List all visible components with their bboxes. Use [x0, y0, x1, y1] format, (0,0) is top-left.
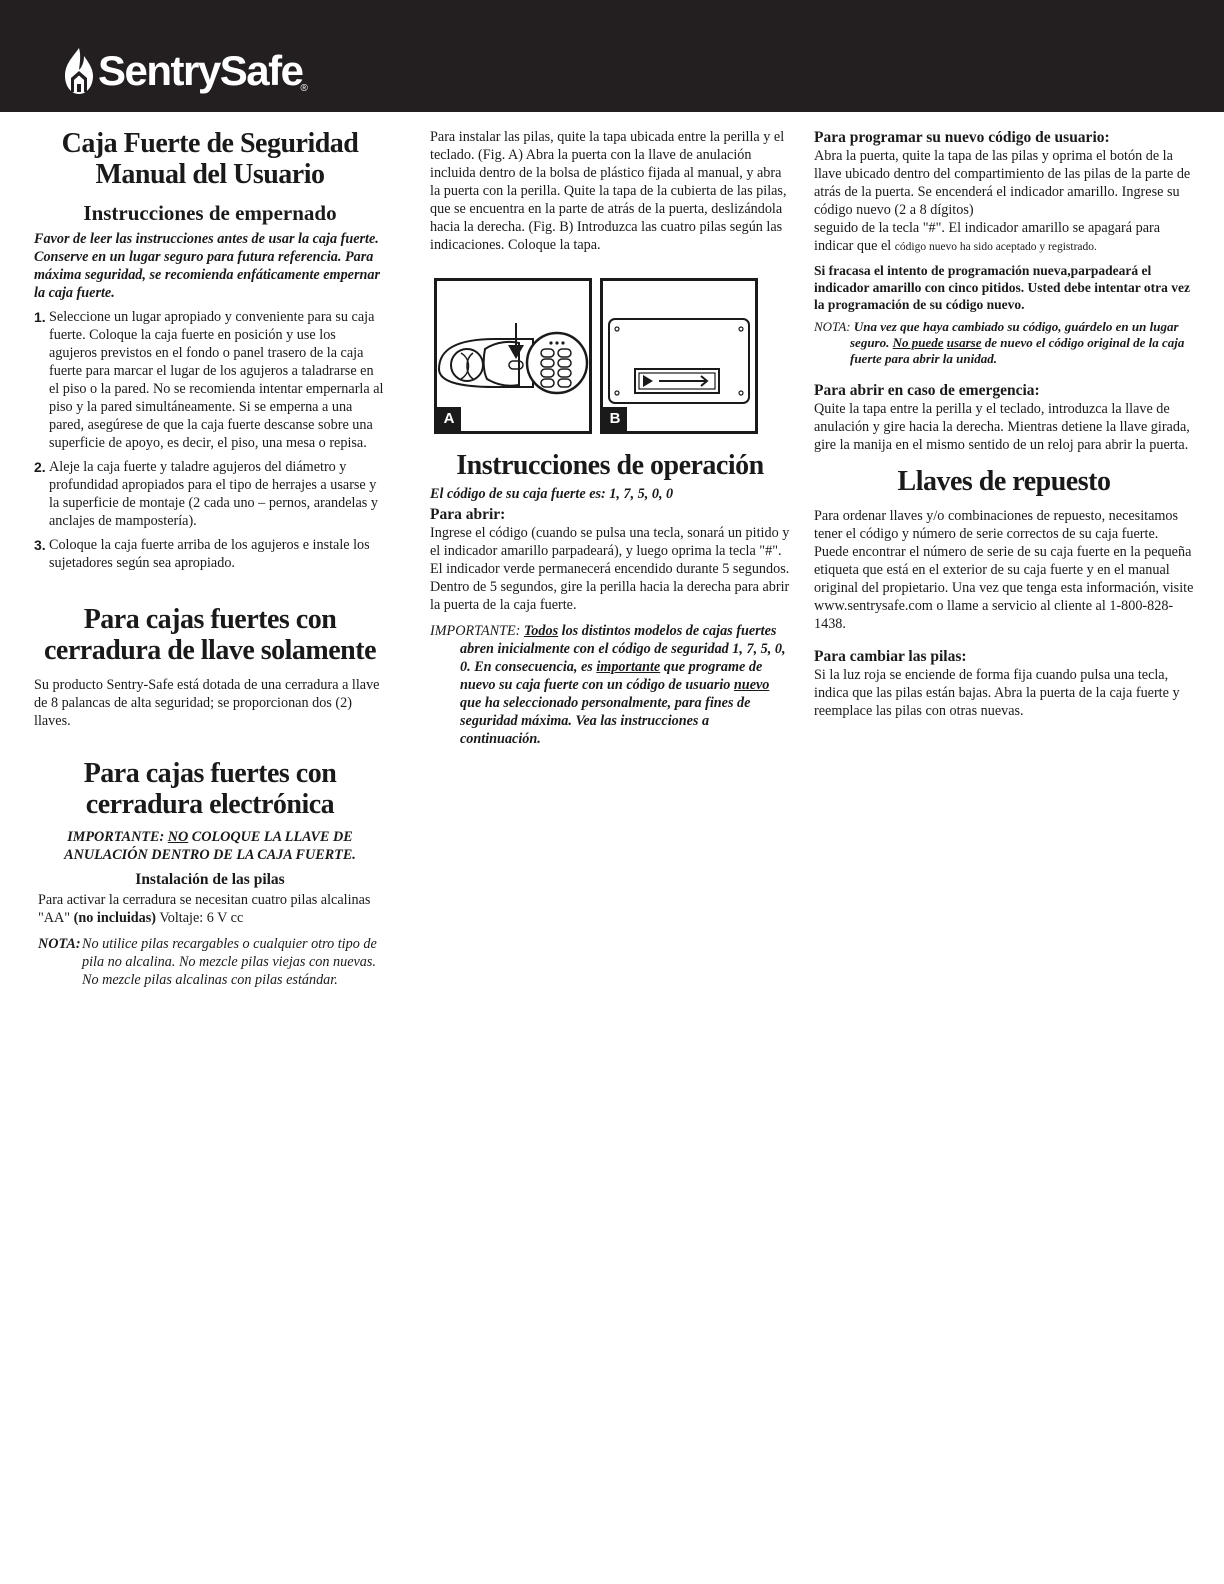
program-fail-text: Si fracasa el intento de programación nueva,parpadeará el indicador amarillo con cinco pitidos. Usted debe intentar otra vez la programación de su código nuevo. [814, 263, 1190, 312]
program-text-2: seguido de la tecla "#". El indicador amarillo se apagará para indicar que el código nuevo ha sido aceptado y registrado. [814, 220, 1161, 254]
key-lock-text: Su producto Sentry-Safe está dotada de una cerradura a llave de 8 palancas de alta seguridad; se proporcionan dos (2) llaves. [34, 677, 380, 729]
manual-title-line1: Caja Fuerte de Seguridad [61, 128, 359, 159]
safe-code-line: El código de su caja fuerte es: 1, 7, 5, 0, 0 [430, 486, 674, 502]
list-item: 3. Coloque la caja fuerte arriba de los agujeros e instale los sujetadores según sea apropiado. [34, 537, 370, 571]
list-item: 2. Aleje la caja fuerte y taladre agujeros del diámetro y profundidad apropiados para el tipo de herrajes a usarse y la superficie de montaje (2 cada uno – pernos, arandelas y anclajes de mampostería). [34, 459, 378, 529]
column-right [814, 128, 1194, 720]
emergency-text: Quite la tapa entre la perilla y el teclado, introduzca la llave de anulación y gire hacia la derecha. Mientras detiene la llave girada, gire la manija en el mismo sentido de un reloj para abrir la puerta. [814, 401, 1190, 453]
manual-title-line2: Manual del Usuario [95, 159, 325, 190]
electronic-lock-heading-line2: cerradura electrónica [85, 789, 335, 820]
emergency-heading: Para abrir en caso de emergencia: [814, 382, 1040, 399]
open-text: Ingrese el código (cuando se pulsa una tecla, sonará un pitido y el indicador amarillo parpadeará), y luego oprima la tecla "#". El indicador verde permanecerá encendido durante 5 segundos. Dentro de 5 segundos, gire la perilla hacia la derecha para abrir la puerta de la caja fuerte. [430, 525, 790, 613]
bolting-steps [34, 308, 386, 572]
registered-mark: ® [300, 83, 308, 94]
change-battery-heading: Para cambiar las pilas: [814, 648, 967, 665]
operation-important: IMPORTANTE: Todos los distintos modelos de cajas fuertes abren inicialmente con el código de seguridad 1, 7, 5, 0, 0. En consecuencia, es importante que programe de nuevo su caja fuerte con un código de usuario nuevo que ha seleccionado personalmente, para fines de seguridad máxima. Vea las instrucciones a continuación. [430, 623, 786, 747]
brand-logo [62, 40, 308, 96]
operation-heading: Instrucciones de operación [456, 450, 764, 481]
program-note: NOTA: Una vez que haya cambiado su código, guárdelo en un lugar seguro. No puede usarse de nuevo el código original de la caja fuerte para abrir la unidad. [814, 319, 1185, 366]
figure-b-label: B [603, 407, 627, 431]
figure-a [434, 278, 592, 434]
figures [434, 278, 790, 434]
key-lock-heading-line1: Para cajas fuertes con [83, 604, 337, 635]
battery-install-steps: Para instalar las pilas, quite la tapa ubicada entre la perilla y el teclado. (Fig. A) Abra la puerta con la llave de anulación incluida dentro de la bolsa de plástico fijada al manual, y abra la puerta con la perilla. Quite la tapa de la cubierta de las pilas, que se encuentra en la parte de atrás de la puerta, deslizándola hacia la derecha. (Fig. B) Introduzca las cuatro pilas según las indicaciones. Coloque la tapa. [430, 129, 787, 253]
spare-keys-heading: Llaves de repuesto [897, 466, 1111, 497]
change-battery-text: Si la luz roja se enciende de forma fija cuando pulsa una tecla, indica que las pilas están bajas. Abra la puerta de la caja fuerte y reemplace las pilas con otras nuevas. [814, 667, 1180, 719]
list-item: 1. Seleccione un lugar apropiado y conveniente para su caja fuerte. Coloque la caja fuerte en posición y use los agujeros previstos en el fondo o panel trasero de la caja fuerte para marcar el lugar de los agujeros a taladrarse en el piso o la pared. No se recomienda intentar empernarla al piso y la pared simultáneamente. Si se emperna a una pared, asegúrese de que la caja fuerte descanse sobre una superficie de apoyo, es decir, el piso, una mesa o repisa. [34, 309, 384, 451]
column-left [34, 128, 386, 989]
column-middle [430, 128, 790, 748]
battery-install-heading: Instalación de las pilas [135, 871, 285, 888]
electronic-important: IMPORTANTE: NO COLOQUE LA LLAVE DE ANULACIÓN DENTRO DE LA CAJA FUERTE. [64, 829, 356, 863]
bolting-heading: Instrucciones de empernado [83, 201, 337, 225]
spare-keys-text: Para ordenar llaves y/o combinaciones de repuesto, necesitamos tener el código y número de serie correctos de su caja fuerte. Puede encontrar el número de serie de su caja fuerte en la pequeña etiqueta que está en el exterior de su caja fuerte y en el manual original del propietario. Una vez que tenga esta información, visite www.sentrysafe.com o llame a servicio al cliente al 1-800-828-1438. [814, 508, 1194, 632]
program-heading: Para programar su nuevo código de usuario: [814, 129, 1110, 146]
flame-house-icon [62, 46, 96, 96]
figure-a-label: A [437, 407, 461, 431]
electronic-lock-heading-line1: Para cajas fuertes con [83, 758, 337, 789]
battery-note: NOTA: No utilice pilas recargables o cualquier otro tipo de pila no alcalina. No mezcle pilas viejas con nuevas. No mezcle pilas alcalinas con pilas estándar. [38, 936, 377, 988]
battery-install-text: Para activar la cerradura se necesitan cuatro pilas alcalinas "AA" (no incluidas) Voltaje: 6 V cc [38, 892, 371, 926]
figure-b [600, 278, 758, 434]
bolting-intro: Favor de leer las instrucciones antes de usar la caja fuerte. Conserve en un lugar seguro para futura referencia. Para máxima seguridad, se recomienda enfáticamente empernar la caja fuerte. [34, 231, 380, 301]
open-heading: Para abrir: [430, 506, 506, 523]
brand-name: SentrySafe [98, 47, 303, 94]
program-text: Abra la puerta, quite la tapa de las pilas y oprima el botón de la llave ubicado dentro del compartimiento de las pilas de la parte de atrás de la puerta. Se encenderá el indicador amarillo. Ingrese su código nuevo (2 a 8 dígitos) [814, 148, 1191, 218]
header-bar [0, 0, 1224, 112]
key-lock-heading-line2: cerradura de llave solamente [43, 635, 377, 666]
